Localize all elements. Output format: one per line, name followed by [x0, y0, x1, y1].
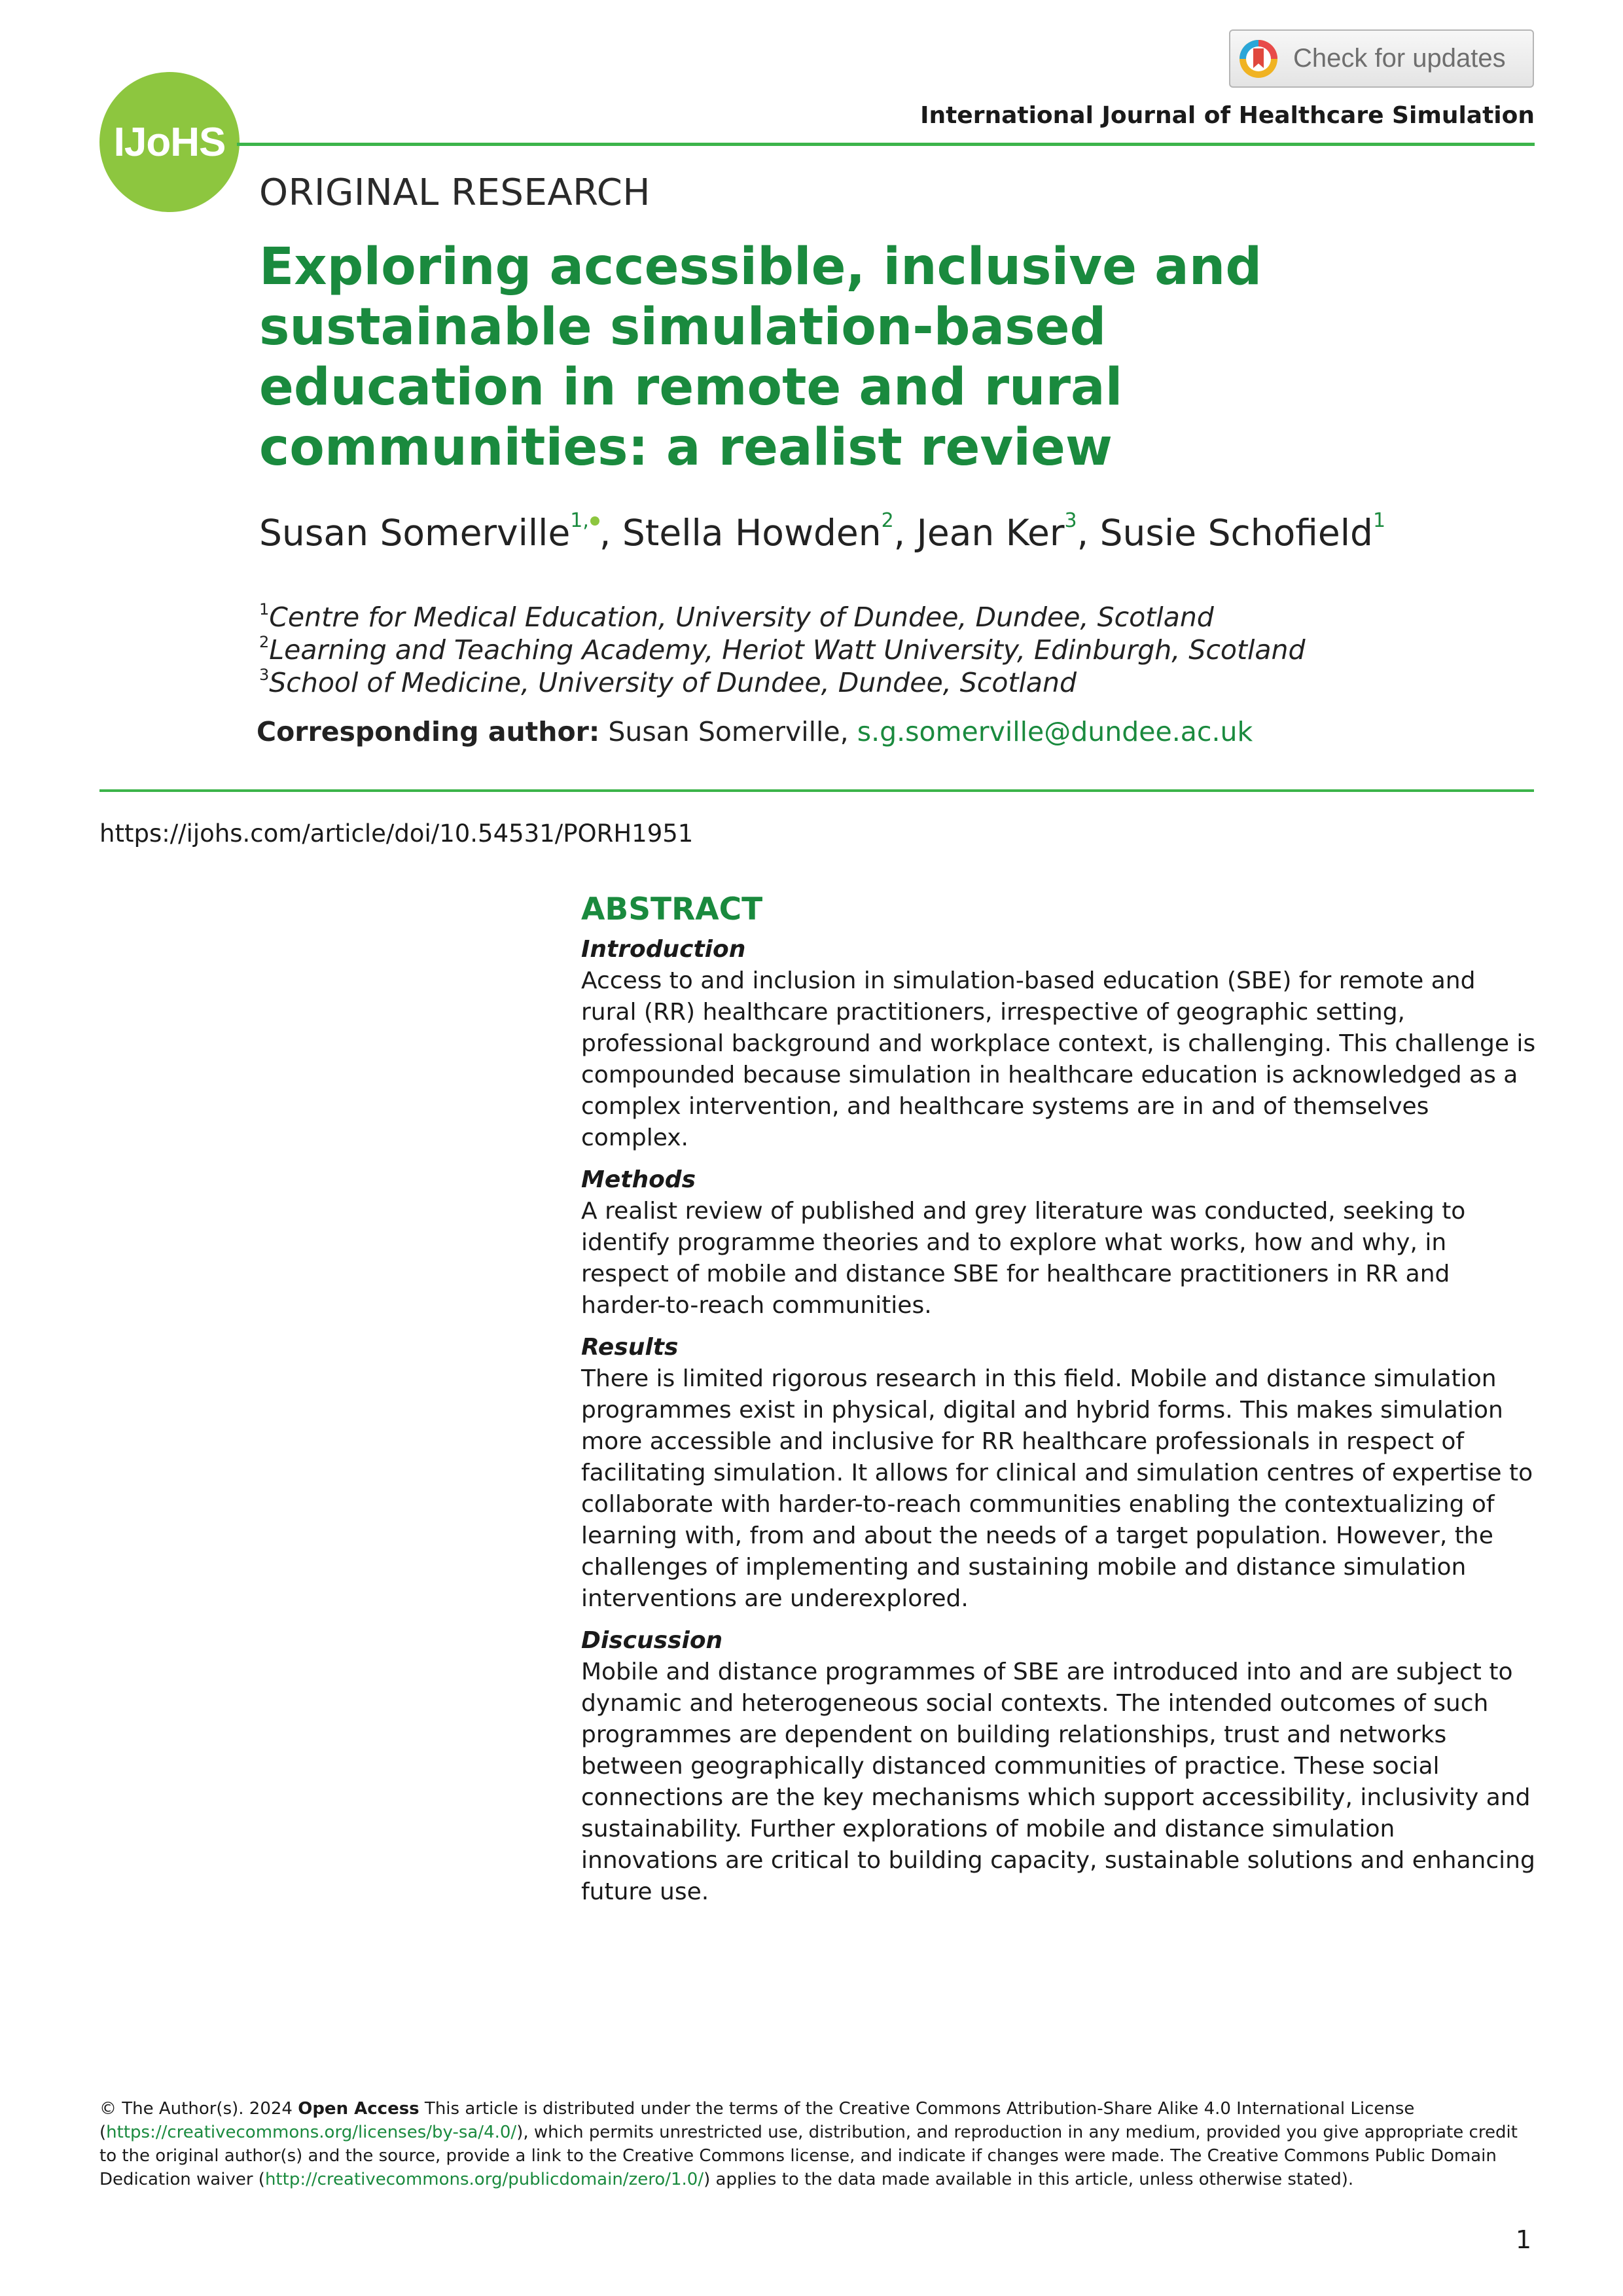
copyright-text: © The Author(s). 2024	[99, 2099, 298, 2119]
abstract-section-introduction	[581, 934, 1537, 1154]
affiliation-text: Learning and Teaching Academy, Heriot Watt University, Edinburgh, Scotland	[269, 634, 1306, 666]
abstract-section-results	[581, 1332, 1537, 1615]
license-text: This article is distributed under the terms of the Creative Commons Attribution-Share Alike 4.0 International License (	[99, 2099, 1415, 2142]
corresponding-author-label: Corresponding author:	[257, 716, 600, 747]
doi-url[interactable]: https://ijohs.com/article/doi/10.54531/PORH1951	[99, 819, 694, 848]
section-text: Mobile and distance programmes of SBE are introduced into and are subject to dynamic and heterogeneous social contexts. The intended outcomes of such programmes are dependent on building relationships, trust and networks between geographically distanced communities of practice. These social connections are the key mechanisms which support accessibility, inclusivity and sustainability. Further explorations of mobile and distance simulation innovations are critical to building capacity, sustainable solutions and enhancing future use.	[581, 1659, 1535, 1905]
article-category: ORIGINAL RESEARCH	[259, 171, 651, 214]
license-notice	[99, 2097, 1539, 2191]
author-separator: ,	[1077, 512, 1100, 554]
section-heading: Introduction	[581, 936, 746, 963]
section-text: There is limited rigorous research in this field. Mobile and distance simulation programmes exist in physical, digital and hybrid forms. This makes simulation more accessible and inclusive for RR healthcare professionals in respect of facilitating simulation. It allows for clinical and simulation centres of expertise to collaborate with harder-to-reach communities enabling the contextualizing of learning with, from and about the needs of a target population. However, the challenges of implementing and sustaining mobile and distance simulation interventions are underexplored.	[581, 1365, 1533, 1612]
affiliation	[259, 634, 1306, 666]
author-separator: ,	[599, 512, 622, 554]
logo-text: IJoHS	[113, 119, 226, 165]
section-text: Access to and inclusion in simulation-based education (SBE) for remote and rural (RR) healthcare practitioners, irrespective of geographic setting, professional background and workplace context, is challenging. This challenge is compounded because simulation in healthcare education is acknowledged as a complex intervention, and healthcare systems are in and of themselves complex.	[581, 967, 1536, 1151]
affiliation	[259, 666, 1306, 699]
cc-zero-link[interactable]: http://creativecommons.org/publicdomain/zero/1.0/	[264, 2170, 704, 2189]
affiliation	[259, 601, 1306, 634]
author-affiliation-ref: 1,	[570, 509, 589, 532]
author-name: Susan Somerville	[259, 512, 571, 554]
author-name: Stella Howden	[622, 512, 882, 554]
journal-name: International Journal of Healthcare Simulation	[920, 102, 1535, 129]
corresponding-author	[257, 716, 1253, 747]
page-number: 1	[1515, 2225, 1531, 2254]
affiliation-number: 2	[259, 633, 270, 651]
affiliation-text: School of Medicine, University of Dundee, Dundee, Scotland	[269, 667, 1077, 698]
affiliation-text: Centre for Medical Education, University of Dundee, Dundee, Scotland	[269, 601, 1214, 633]
affiliation-list	[259, 601, 1306, 699]
author-affiliation-ref: 1	[1372, 509, 1386, 532]
header-rule	[237, 143, 1535, 146]
abstract-heading: ABSTRACT	[581, 891, 763, 927]
check-for-updates-label: Check for updates	[1293, 44, 1506, 73]
license-text: ) applies to the data made available in this article, unless otherwise stated).	[704, 2170, 1354, 2189]
article-title: Exploring accessible, inclusive and sustainable simulation-based education in remote and rural communities: a realist review	[259, 238, 1262, 477]
section-text: A realist review of published and grey literature was conducted, seeking to identify programme theories and to explore what works, how and why, in respect of mobile and distance SBE for healthcare practitioners in RR and harder-to-reach communities.	[581, 1198, 1466, 1319]
abstract	[581, 891, 1537, 1918]
author-affiliation-ref: 2	[881, 509, 894, 532]
journal-logo	[99, 72, 240, 212]
check-for-updates-button[interactable]	[1229, 29, 1534, 88]
orcid-icon[interactable]	[590, 516, 599, 526]
cc-license-link[interactable]: https://creativecommons.org/licenses/by-sa/4.0/	[106, 2123, 517, 2142]
author-name: Jean Ker	[916, 512, 1065, 554]
affiliation-number: 1	[259, 600, 270, 619]
corresponding-author-email-link[interactable]: s.g.somerville@dundee.ac.uk	[857, 716, 1253, 747]
author-list	[259, 509, 1386, 554]
abstract-section-methods	[581, 1164, 1537, 1321]
author-separator: ,	[893, 512, 917, 554]
author-affiliation-ref: 3	[1064, 509, 1077, 532]
section-heading: Methods	[581, 1166, 696, 1193]
abstract-section-discussion	[581, 1625, 1537, 1908]
license-text: ), which permits unrestricted use, distribution, and reproduction in any medium, provided you give appropriate credit to the original author(s) and the source, provide a link to the Creative Commons license, and indicate if changes were made. The Creative Commons Public Domain Dedication waiver (	[99, 2123, 1518, 2189]
author-name: Susie Schofield	[1099, 512, 1373, 554]
section-heading: Results	[581, 1334, 679, 1361]
open-access-label: Open Access	[298, 2099, 419, 2119]
section-heading: Discussion	[581, 1627, 723, 1654]
corresponding-author-name: Susan Somerville,	[608, 716, 849, 747]
section-rule	[99, 789, 1534, 792]
crossmark-icon	[1238, 39, 1279, 79]
affiliation-number: 3	[259, 666, 270, 684]
